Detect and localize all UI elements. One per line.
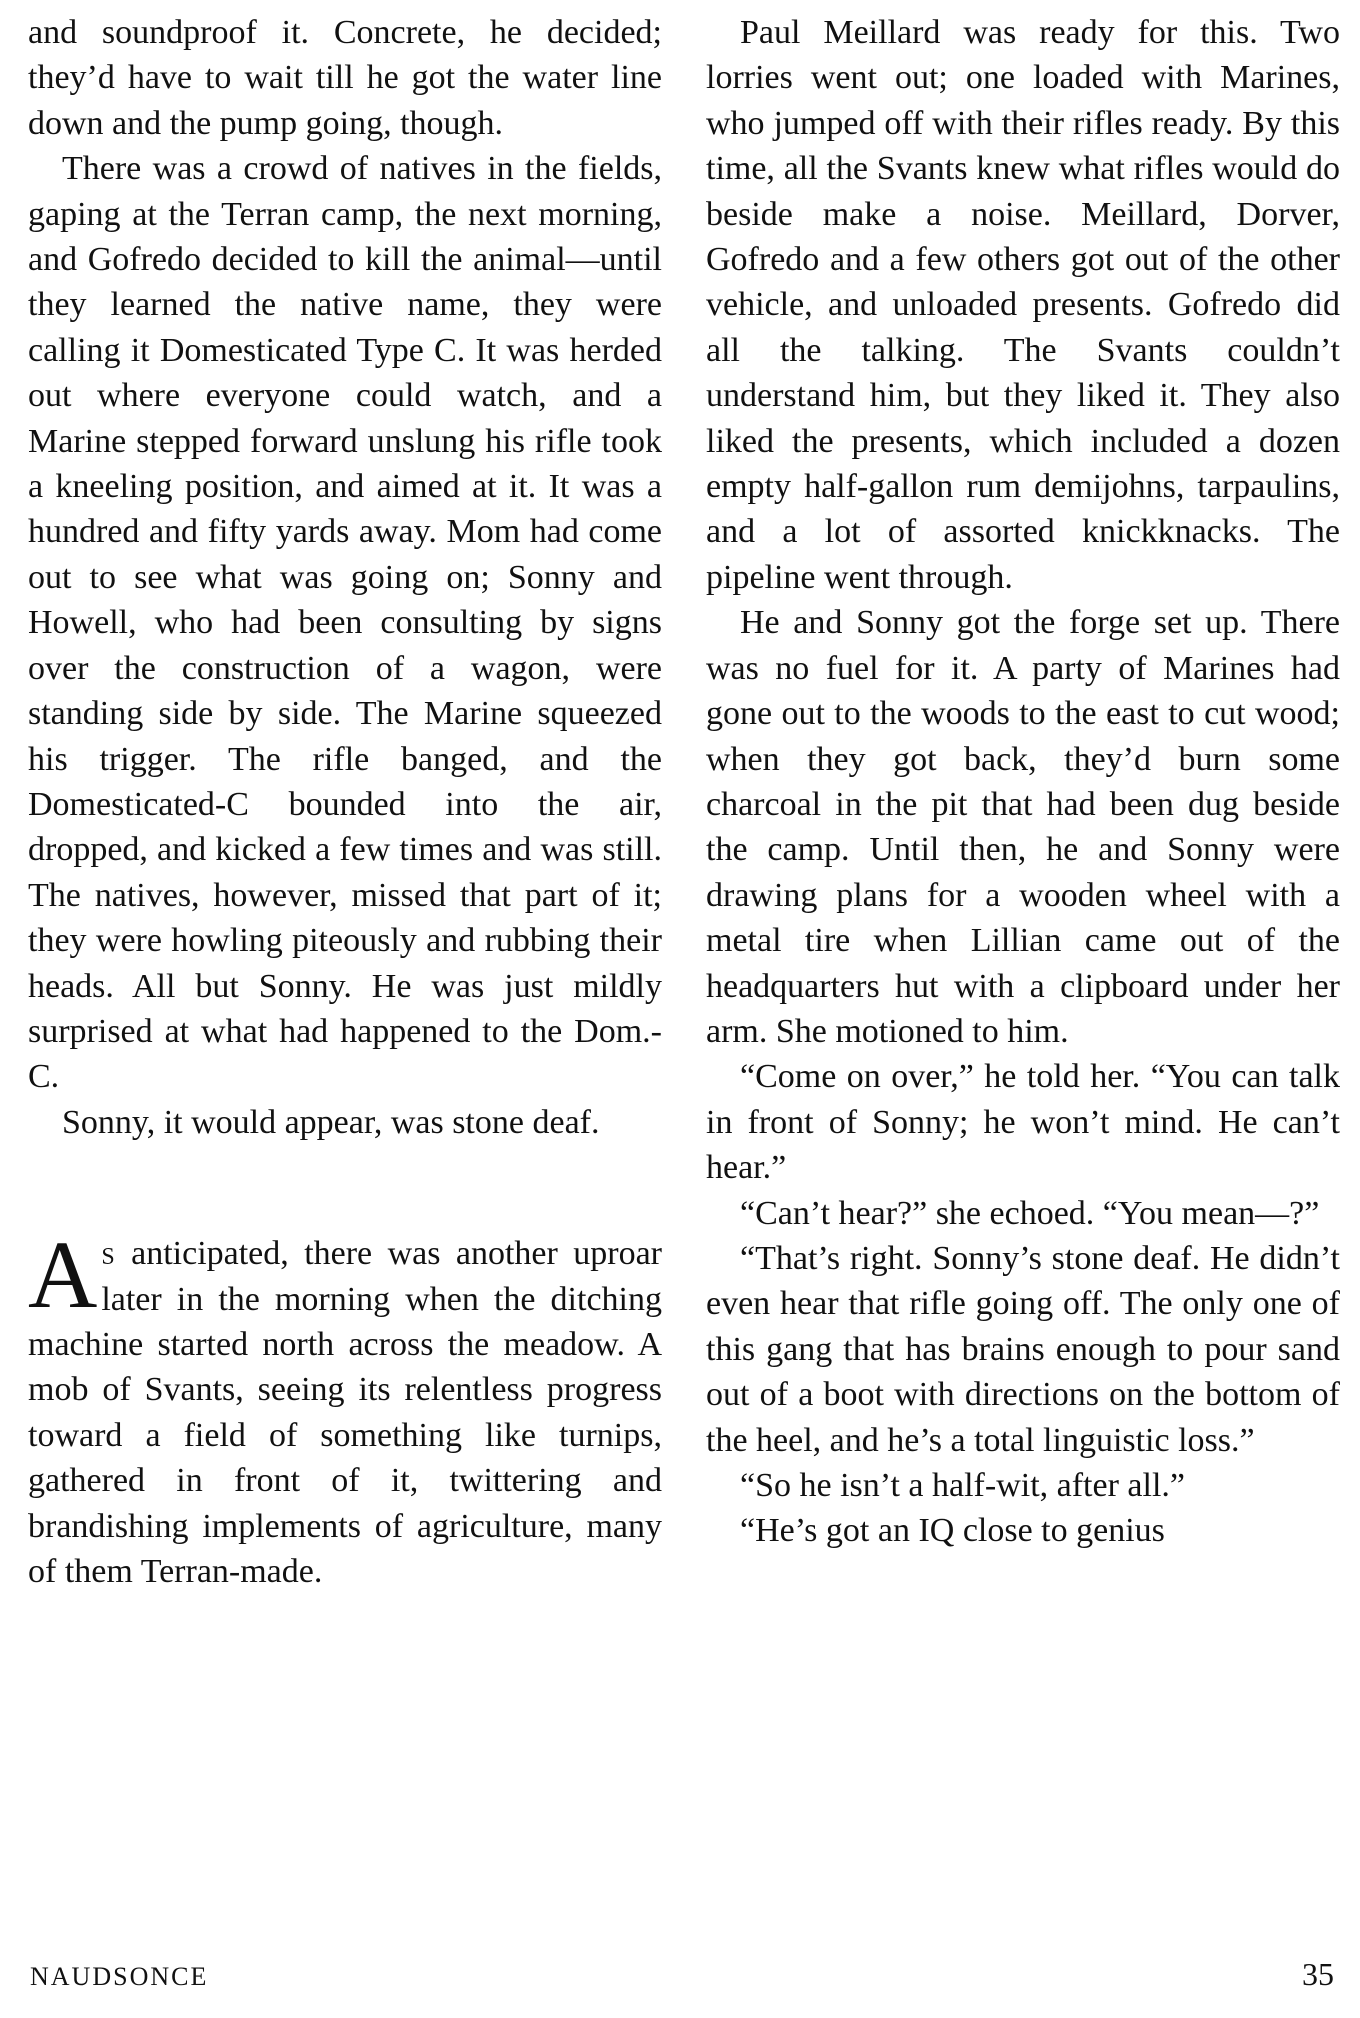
left-column [28, 10, 662, 1594]
paragraph: There was a crowd of natives in the fields, gaping at the Terran camp, the next morning, and Gofredo decided to kill the animal—until they learned the native name, they were calling it Domesticated Type C. It was herded out where everyone could watch, and a Marine stepped forward unslung his rifle took a kneeling position, and aimed at it. It was a hundred and fifty yards away. Mom had come out to see what was going on; Sonny and Howell, who had been consulting by signs over the construction of a wagon, were standing side by side. The Marine squeezed his trigger. The rifle banged, and the Domesticated-C bounded into the air, dropped, and kicked a few times and was still. The natives, however, missed that part of it; they were howling piteously and rubbing their heads. All but Sonny. He was just mildly surprised at what had happened to the Dom.-C. [28, 150, 662, 1096]
paragraph: “That’s right. Sonny’s stone deaf. He didn’t even hear that rifle going off. The only one of this gang that has brains enough to pour sand out of a boot with directions on the bottom of the heel, and he’s a total linguistic loss.” [706, 1239, 1340, 1459]
running-footer-title: NAUDSONCE [30, 1962, 209, 1991]
small-caps-lead: s [101, 1235, 116, 1273]
paragraph: “So he isn’t a half-wit, after all.” [740, 1467, 1185, 1504]
drop-cap: A [28, 1221, 98, 1329]
section-break [28, 1145, 662, 1231]
paragraph: Paul Meillard was ready for this. Two lorries went out; one loaded with Marines, who jumped off with their rifles ready. By this time, all the Svants knew what rifles would do beside make a noise. Meillard, Dorver, Gofredo and a few others got out of the other vehicle, and unloaded presents. Gofredo did all the talking. The Svants couldn’t understand him, but they liked it. They also liked the presents, which included a dozen empty half-gallon rum demijohns, tarpaulins, and a lot of assorted knickknacks. The pipeline went through. [706, 14, 1340, 596]
paragraph: “Can’t hear?” she echoed. “You mean—?” [740, 1194, 1320, 1232]
right-column [706, 10, 1340, 1554]
paragraph: and soundproof it. Concrete, he decided; they’d have to wait till he got the water line down and the pump going, though. [28, 14, 662, 142]
paragraph: “He’s got an IQ close to genius [740, 1512, 1165, 1550]
section-opening-paragraph [28, 1221, 662, 1594]
paragraph-text: anticipated, there was another uproar later in the morning when the ditching machine started north across the meadow. A mob of Svants, seeing its relentless progress toward a field of something like turnips, gathered in front of it, twittering and brandishing implements of agriculture, many of them Terran-made. [28, 1235, 662, 1590]
paragraph: He and Sonny got the forge set up. There was no fuel for it. A party of Marines had gone out to the woods to the east to cut wood; when they got back, they’d burn some charcoal in the pit that had been dug beside the camp. Until then, he and Sonny were drawing plans for a wooden wheel with a metal tire when Lillian came out of the headquarters hut with a clipboard under her arm. She motioned to him. [706, 604, 1340, 1050]
paragraph: Sonny, it would appear, was stone deaf. [62, 1103, 600, 1141]
page-number: 35 [1302, 1956, 1334, 1992]
paragraph: “Come on over,” he told her. “You can talk in front of Sonny; he won’t mind. He can’t hear.” [706, 1058, 1340, 1187]
